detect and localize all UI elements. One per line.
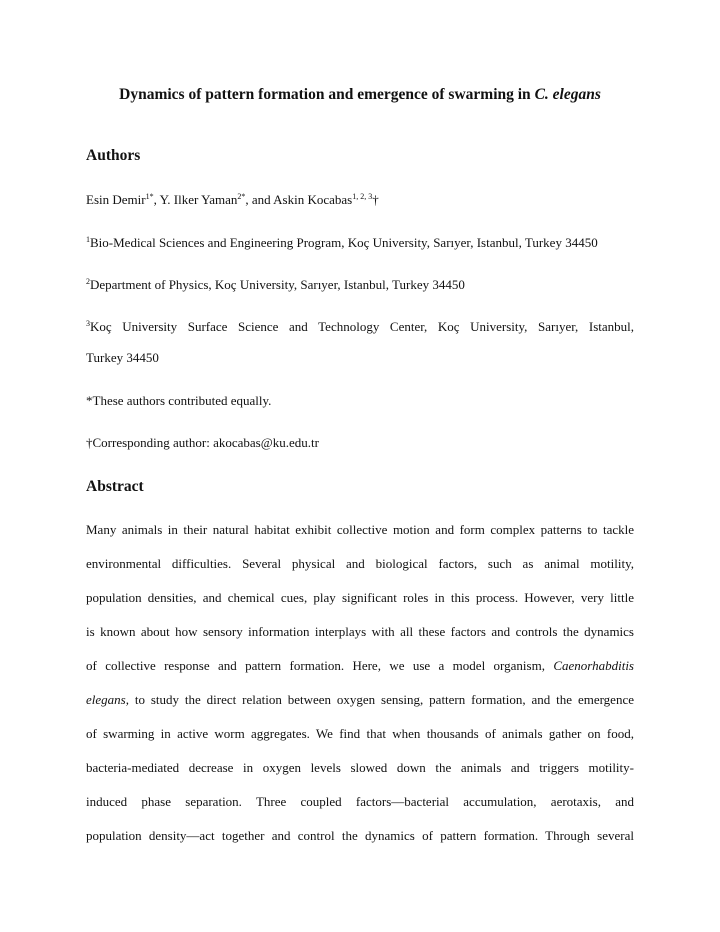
author-3-affil: 1, 2, 3 bbox=[352, 192, 373, 201]
abstract-line: is known about how sensory information interplays with all these factors and controls the dynamics bbox=[86, 624, 634, 639]
abstract-text: to study the direct relation between oxygen sensing, pattern formation, and the emergence bbox=[128, 692, 634, 707]
author-1-affil: 1* bbox=[145, 192, 154, 201]
paper-title bbox=[0, 86, 720, 104]
title-main: Dynamics of pattern formation and emergence of swarming in bbox=[119, 86, 535, 103]
abstract-species-name: elegans, bbox=[86, 692, 129, 707]
equal-contribution-note: *These authors contributed equally. bbox=[86, 393, 272, 408]
affiliation-2-number: 2 bbox=[86, 277, 90, 286]
abstract-line: population densities, and chemical cues, play significant roles in this process. However, very little bbox=[86, 590, 634, 605]
affiliation-3-line-2: Turkey 34450 bbox=[86, 350, 159, 365]
title-species: C. elegans bbox=[534, 86, 601, 103]
abstract-line bbox=[86, 692, 634, 708]
affiliation-1-number: 1 bbox=[86, 235, 90, 244]
author-2: , Y. Ilker Yaman bbox=[153, 192, 238, 207]
author-3: , and Askin Kocabas bbox=[245, 192, 353, 207]
affiliation-1-text: Bio-Medical Sciences and Engineering Program, Koç University, Sarıyer, Istanbul, Turkey 34450 bbox=[90, 235, 598, 250]
abstract-line: Many animals in their natural habitat exhibit collective motion and form complex patterns to tackle bbox=[86, 522, 634, 537]
abstract-line: population density—act together and control the dynamics of pattern formation. Through several bbox=[86, 828, 634, 843]
affiliation-2 bbox=[86, 277, 465, 293]
abstract-line bbox=[86, 658, 634, 674]
abstract-species-name: Caenorhabditis bbox=[553, 658, 634, 673]
authors-heading: Authors bbox=[86, 147, 141, 164]
affiliation-3-line-1 bbox=[86, 319, 634, 335]
corresponding-author-note: †Corresponding author: akocabas@ku.edu.tr bbox=[86, 435, 319, 450]
corresponding-mark: † bbox=[372, 192, 379, 207]
affiliation-2-text: Department of Physics, Koç University, Sarıyer, Istanbul, Turkey 34450 bbox=[90, 277, 465, 292]
author-list bbox=[86, 192, 379, 208]
abstract-line: environmental difficulties. Several physical and biological factors, such as animal motility, bbox=[86, 556, 634, 571]
abstract-text: of collective response and pattern formation. Here, we use a model organism, bbox=[86, 658, 554, 673]
author-2-affil: 2* bbox=[237, 192, 246, 201]
abstract-heading: Abstract bbox=[86, 478, 144, 495]
affiliation-3-text: Koç University Surface Science and Technology Center, Koç University, Sarıyer, Istanbul, bbox=[90, 319, 634, 334]
abstract-line: bacteria-mediated decrease in oxygen levels slowed down the animals and triggers motility- bbox=[86, 760, 634, 775]
author-1: Esin Demir bbox=[86, 192, 146, 207]
affiliation-1 bbox=[86, 235, 598, 251]
affiliation-3-number: 3 bbox=[86, 319, 90, 328]
abstract-line: of swarming in active worm aggregates. We find that when thousands of animals gather on food, bbox=[86, 726, 634, 741]
abstract-line: induced phase separation. Three coupled factors—bacterial accumulation, aerotaxis, and bbox=[86, 794, 634, 809]
